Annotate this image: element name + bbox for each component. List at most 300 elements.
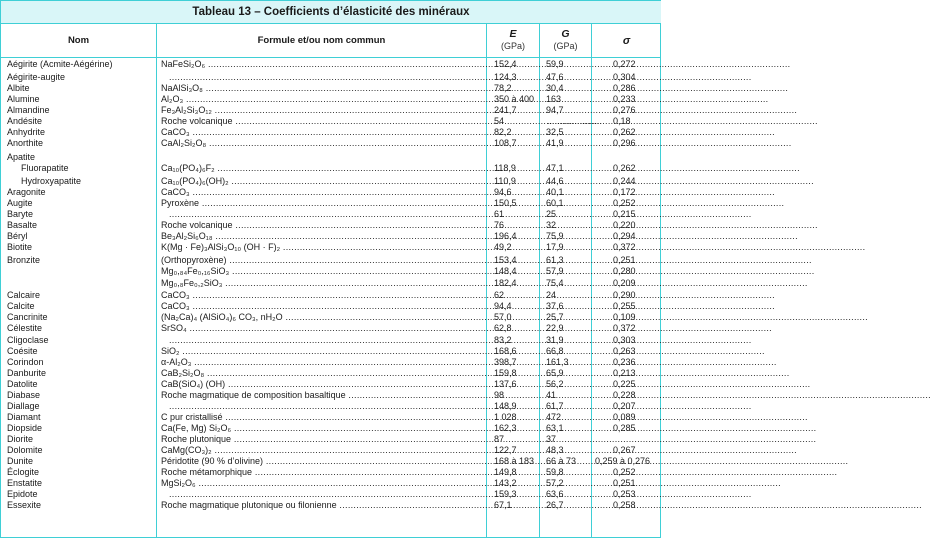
value-g: 75,9 xyxy=(546,231,564,241)
value-e: 54 xyxy=(494,116,505,126)
header-g-unit: (GPa) xyxy=(553,41,578,51)
formula xyxy=(161,346,483,356)
value-e: 124,3 xyxy=(494,72,517,82)
formula-text: (Orthopyroxène) xyxy=(161,255,227,265)
value-g: 37,6 xyxy=(546,301,564,311)
value-sigma: 0,372 xyxy=(613,323,636,333)
table-row xyxy=(1,500,661,511)
header-e-symbol: E xyxy=(509,28,517,40)
mineral-name: Essexite xyxy=(7,500,42,510)
value-g: 65,9 xyxy=(546,368,564,378)
formula-text: SrSO₄ xyxy=(161,323,187,333)
formula xyxy=(161,278,483,288)
value-g: 47,1 xyxy=(546,163,564,173)
mineral-name: Diallage xyxy=(7,401,40,411)
mineral-name: Baryte xyxy=(7,209,34,219)
table-row xyxy=(1,176,661,187)
value-e: 62,8 xyxy=(494,323,512,333)
value-sigma: 0,259 à 0,276 xyxy=(595,456,651,466)
value-e: 76 xyxy=(494,220,505,230)
value-g: 24 xyxy=(546,290,557,300)
mineral-name: Diamant xyxy=(7,412,41,422)
value-g: 94,7 xyxy=(546,105,564,115)
value-g: 61,3 xyxy=(546,255,564,265)
value-g: 59,9 xyxy=(546,59,564,69)
leader-dots xyxy=(191,357,776,367)
table-row xyxy=(1,94,661,105)
value-g: 66 à 73 xyxy=(546,456,577,466)
value-g: 57,2 xyxy=(546,478,564,488)
table-row xyxy=(1,312,661,323)
value-e: 162,3 xyxy=(494,423,517,433)
value-g: 63,6 xyxy=(546,489,564,499)
value-sigma: 0,276 xyxy=(613,105,636,115)
value-sigma: 0,252 xyxy=(613,467,636,477)
formula-text: (Na₂Ca)₄ (AlSiO₄)₆ CO₃, nH₂O xyxy=(161,312,283,322)
formula xyxy=(161,127,483,137)
header-sigma-symbol: σ xyxy=(622,35,631,47)
formula xyxy=(161,445,483,455)
formula xyxy=(161,312,483,322)
value-e: 148,4 xyxy=(494,266,517,276)
leader-dots xyxy=(229,176,814,186)
value-g: 59,8 xyxy=(546,467,564,477)
value-g: 41 xyxy=(546,390,557,400)
value-sigma: 0,303 xyxy=(613,335,636,345)
value-sigma: 0,233 xyxy=(613,94,636,104)
value-e: 122,7 xyxy=(494,445,517,455)
table-row xyxy=(1,116,661,127)
value-e: 168 à 183 xyxy=(494,456,535,466)
value-e: 78,2 xyxy=(494,83,512,93)
table-row xyxy=(1,390,661,401)
table-row xyxy=(1,434,661,445)
leader-dots xyxy=(199,198,784,208)
value-g: 37 xyxy=(546,434,557,444)
value-g: 48,3 xyxy=(546,445,564,455)
mineral-name: Anorthite xyxy=(7,138,44,148)
leader-dots xyxy=(229,266,814,276)
mineral-name: Albite xyxy=(7,83,30,93)
value-e: 49,2 xyxy=(494,242,512,252)
leader-dots xyxy=(190,127,775,137)
value-g: 60,1 xyxy=(546,198,564,208)
value-e: 196,4 xyxy=(494,231,517,241)
mineral-name: Andésite xyxy=(7,116,43,126)
value-sigma: 0,280 xyxy=(613,266,636,276)
formula xyxy=(161,301,483,311)
value-g: 56,2 xyxy=(546,379,564,389)
value-e: 118,9 xyxy=(494,163,516,173)
leader-dots xyxy=(231,423,816,433)
mineral-name: Dunite xyxy=(7,456,34,466)
value-g: 47,6 xyxy=(546,72,564,82)
value-sigma: 0,290 xyxy=(613,290,636,300)
formula xyxy=(161,242,483,252)
formula xyxy=(161,390,483,400)
table-row xyxy=(1,489,661,500)
header-g-symbol: G xyxy=(561,28,570,40)
value-e: 241,7 xyxy=(494,105,517,115)
formula xyxy=(161,467,483,477)
value-e: 149,8 xyxy=(494,467,517,477)
formula-text: CaB(SiO₄) (OH) xyxy=(161,379,226,389)
formula-text: NaFeSi₂O₆ xyxy=(161,59,206,69)
table-row xyxy=(1,301,661,312)
leader-dots xyxy=(183,94,768,104)
value-e: 110,9 xyxy=(494,176,516,186)
leader-dots xyxy=(233,220,818,230)
mineral-name: Anhydrite xyxy=(7,127,46,137)
leader-dots xyxy=(252,467,837,477)
leader-dots xyxy=(190,301,775,311)
formula-text: Be₃Al₂Si₆O₁₈ xyxy=(161,231,213,241)
value-sigma: 0,109 xyxy=(613,312,636,322)
mineral-name: Célestite xyxy=(7,323,43,333)
header-formule: Formule et/ou nom commun xyxy=(157,24,486,58)
formula-text: Péridotite (90 % d’olivine) xyxy=(161,456,264,466)
value-e: 108,7 xyxy=(494,138,517,148)
mineral-name: Cancrinite xyxy=(7,312,48,322)
formula-text: NaAlSi₃O₈ xyxy=(161,83,203,93)
value-g: 41,9 xyxy=(546,138,564,148)
header-nom: Nom xyxy=(1,24,156,58)
table-row xyxy=(1,187,661,198)
mineral-name: Enstatite xyxy=(7,478,43,488)
formula-text: CaB₂Si₂O₈ xyxy=(161,368,205,378)
value-sigma: 0,244 xyxy=(613,176,636,186)
mineral-name: Calcite xyxy=(7,301,35,311)
table-row xyxy=(1,152,661,163)
value-sigma: 0,220 xyxy=(613,220,636,230)
formula-text: Roche volcanique xyxy=(161,116,233,126)
value-e: 153,4 xyxy=(494,255,517,265)
formula-text: Pyroxène xyxy=(161,198,200,208)
value-sigma: 0,286 xyxy=(613,83,636,93)
value-e: 152,4 xyxy=(494,59,517,69)
table-row xyxy=(1,105,661,116)
leader-dots xyxy=(180,346,765,356)
formula-text: Roche métamorphique xyxy=(161,467,253,477)
value-sigma: 0,251 xyxy=(613,255,636,265)
value-sigma: 0,263 xyxy=(613,346,636,356)
leader-dots: ...................... xyxy=(547,116,603,126)
table-row xyxy=(1,445,661,456)
value-sigma: 0,296 xyxy=(613,138,636,148)
mineral-name: Diabase xyxy=(7,390,41,400)
mineral-name: Bronzite xyxy=(7,255,41,265)
value-e: 94,6 xyxy=(494,187,512,197)
value-sigma: 0,089 xyxy=(613,412,636,422)
value-sigma: 0,304 xyxy=(613,72,636,82)
value-e: 137,6 xyxy=(494,379,517,389)
leader-dots xyxy=(346,390,931,400)
value-sigma: 0,372 xyxy=(613,242,636,252)
value-g: 25,7 xyxy=(546,312,564,322)
value-e: 62 xyxy=(494,290,505,300)
value-sigma: 0,18 xyxy=(613,116,631,126)
value-g: 75,4 xyxy=(546,278,564,288)
table-row xyxy=(1,242,661,255)
table-row xyxy=(1,127,661,138)
leader-dots xyxy=(227,255,812,265)
table-row xyxy=(1,72,661,83)
formula xyxy=(161,323,483,333)
value-g: 61,7 xyxy=(546,401,564,411)
table-row xyxy=(1,401,661,412)
formula xyxy=(161,434,483,444)
formula xyxy=(161,456,483,466)
table-row xyxy=(1,323,661,335)
formula xyxy=(161,379,483,389)
mineral-name: Epidote xyxy=(7,489,38,499)
value-sigma: 0,267 xyxy=(613,445,636,455)
formula-text: MgSi₂O₆ xyxy=(161,478,196,488)
formula xyxy=(161,105,483,115)
value-g: 161,3 xyxy=(546,357,569,367)
leader-dots xyxy=(225,379,810,389)
table-row xyxy=(1,456,661,467)
mineral-name: Basalte xyxy=(7,220,38,230)
formula xyxy=(161,357,483,367)
leader-dots xyxy=(196,478,781,488)
formula xyxy=(161,500,483,510)
value-e: 350 à 400 xyxy=(494,94,535,104)
formula xyxy=(161,198,483,208)
formula-text: α-Al₂O₃ xyxy=(161,357,192,367)
value-sigma: 0,253 xyxy=(613,489,636,499)
value-g: 57,9 xyxy=(546,266,564,276)
leader-dots xyxy=(161,335,752,345)
leader-dots xyxy=(161,401,752,411)
value-g: 40,1 xyxy=(546,187,564,197)
value-g: 26,7 xyxy=(546,500,564,510)
formula-text: CaAl₂Si₂O₈ xyxy=(161,138,207,148)
formula-text: Roche plutonique xyxy=(161,434,232,444)
formula-text: C pur cristallisé xyxy=(161,412,223,422)
formula xyxy=(161,290,483,300)
leader-dots xyxy=(283,312,868,322)
mineral-name: Béryl xyxy=(7,231,28,241)
table-title: Tableau 13 – Coefficients d’élasticité des minéraux xyxy=(1,1,661,24)
formula xyxy=(161,72,483,82)
formula-text: Mg₀,₈₄Fe₀,₁₆SiO₃ xyxy=(161,266,230,276)
formula xyxy=(161,412,483,422)
header-e xyxy=(487,24,539,58)
table-row xyxy=(1,83,661,94)
value-e: 57,0 xyxy=(494,312,512,322)
value-g: 32 xyxy=(546,220,557,230)
table-row xyxy=(1,255,661,266)
formula xyxy=(161,94,483,104)
formula-text: Mg₀,₈Fe₀,₂SiO₃ xyxy=(161,278,223,288)
value-sigma: 0,228 xyxy=(613,390,636,400)
leader-dots xyxy=(161,489,752,499)
formula xyxy=(161,83,483,93)
table-row xyxy=(1,357,661,368)
table-row xyxy=(1,423,661,434)
value-sigma: 0,251 xyxy=(613,478,636,488)
value-sigma: 0,258 xyxy=(613,500,636,510)
value-e: 67,1 xyxy=(494,500,512,510)
formula-text: Ca₁₀(PO₄)₆F₂ xyxy=(161,163,215,173)
table-row xyxy=(1,335,661,346)
value-g: 30,4 xyxy=(546,83,564,93)
mineral-name: Almandine xyxy=(7,105,50,115)
value-g: 31,9 xyxy=(546,335,564,345)
formula xyxy=(161,138,483,148)
mineral-name: Hydroxyapatite xyxy=(21,176,82,186)
header-sigma xyxy=(592,24,661,58)
value-e: 150,5 xyxy=(494,198,517,208)
value-sigma: 0,215 xyxy=(613,209,636,219)
formula xyxy=(161,187,483,197)
value-sigma: 0,294 xyxy=(613,231,636,241)
mineral-name: Dolomite xyxy=(7,445,43,455)
value-sigma: 0,225 xyxy=(613,379,636,389)
value-sigma: 0,209 xyxy=(613,278,636,288)
formula xyxy=(161,220,483,230)
value-e: 87 xyxy=(494,434,505,444)
leader-dots xyxy=(190,187,775,197)
formula-text: CaCO₃ xyxy=(161,301,190,311)
value-g: 32,5 xyxy=(546,127,564,137)
table-row xyxy=(1,198,661,209)
mineral-name: Calcaire xyxy=(7,290,41,300)
mineral-name: Aégirite-augite xyxy=(7,72,66,82)
formula-text: CaCO₃ xyxy=(161,290,190,300)
value-e: 94,4 xyxy=(494,301,512,311)
formula xyxy=(161,176,483,186)
value-g: 163 xyxy=(546,94,562,104)
formula-text: Roche volcanique xyxy=(161,220,233,230)
table-row xyxy=(1,138,661,152)
formula-text: Ca₁₀(PO₄)₆(OH)₂ xyxy=(161,176,229,186)
header-e-unit: (GPa) xyxy=(500,41,525,51)
table-row xyxy=(1,467,661,478)
formula-text: CaMg(CO₃)₂ xyxy=(161,445,212,455)
table-row xyxy=(1,266,661,278)
formula xyxy=(161,209,483,219)
leader-dots xyxy=(161,72,752,82)
value-sigma: 0,236 xyxy=(613,357,636,367)
value-sigma: 0,252 xyxy=(613,198,636,208)
value-sigma: 0,213 xyxy=(613,368,636,378)
formula-text: K(Mg · Fe)₃AlSi₃O₁₀ (OH · F)₂ xyxy=(161,242,281,252)
formula-text: Al₂O₃ xyxy=(161,94,184,104)
value-e: 168,6 xyxy=(494,346,517,356)
leader-dots xyxy=(233,116,818,126)
formula xyxy=(161,266,483,276)
mineral-name: Diorite xyxy=(7,434,34,444)
table-body xyxy=(1,59,661,511)
value-e: 61 xyxy=(494,209,505,219)
table-row xyxy=(1,368,661,379)
leader-dots xyxy=(280,242,865,252)
formula xyxy=(161,368,483,378)
mineral-name: Cligoclase xyxy=(7,335,49,345)
formula-text: CaCO₃ xyxy=(161,127,190,137)
value-e: 159,3 xyxy=(494,489,517,499)
value-g: 17,9 xyxy=(546,242,564,252)
formula xyxy=(161,59,483,69)
value-sigma: 0,172 xyxy=(613,187,636,197)
formula-text: Roche magmatique de composition basaltique xyxy=(161,390,346,400)
value-g: 472 xyxy=(546,412,562,422)
leader-dots xyxy=(161,209,752,219)
value-e: 1 028 xyxy=(494,412,517,422)
formula xyxy=(161,116,483,126)
mineral-name: Aégirite (Acmite-Aégérine) xyxy=(7,59,113,69)
value-e: 83,2 xyxy=(494,335,512,345)
formula xyxy=(161,423,483,433)
leader-dots xyxy=(231,434,816,444)
formula-text: CaCO₃ xyxy=(161,187,190,197)
formula xyxy=(161,163,483,173)
value-e: 82,2 xyxy=(494,127,512,137)
mineral-name: Danburite xyxy=(7,368,47,378)
value-sigma: 0,262 xyxy=(613,127,636,137)
value-sigma: 0,255 xyxy=(613,301,636,311)
mineral-name: Éclogite xyxy=(7,467,40,477)
formula-text: Ca(Fe, Mg) Si₂O₆ xyxy=(161,423,232,433)
value-g: 66,8 xyxy=(546,346,564,356)
formula xyxy=(161,478,483,488)
mineral-name: Corindon xyxy=(7,357,44,367)
value-e: 148,9 xyxy=(494,401,517,411)
mineral-name: Alumine xyxy=(7,94,40,104)
value-sigma: 0,272 xyxy=(613,59,636,69)
formula-text: SiO₂ xyxy=(161,346,180,356)
value-sigma: 0,262 xyxy=(613,163,636,173)
table-row xyxy=(1,478,661,489)
formula xyxy=(161,489,483,499)
formula xyxy=(161,231,483,241)
mineral-name: Aragonite xyxy=(7,187,46,197)
leader-dots xyxy=(187,323,772,333)
value-g: 25 xyxy=(546,209,557,219)
table-row xyxy=(1,379,661,390)
table-row xyxy=(1,412,661,423)
table-row xyxy=(1,220,661,231)
mineral-name: Biotite xyxy=(7,242,33,252)
value-e: 182,4 xyxy=(494,278,517,288)
mineral-name: Augite xyxy=(7,198,33,208)
mineral-name: Coésite xyxy=(7,346,38,356)
value-g: 22,9 xyxy=(546,323,564,333)
table-row xyxy=(1,278,661,290)
mineral-name: Apatite xyxy=(7,152,36,162)
mineral-name: Datolite xyxy=(7,379,38,389)
mineral-name: Fluorapatite xyxy=(21,163,69,173)
value-g: 63,1 xyxy=(546,423,564,433)
table-row xyxy=(1,59,661,72)
leader-dots xyxy=(190,290,775,300)
formula xyxy=(161,335,483,345)
table-row xyxy=(1,231,661,242)
value-e: 98 xyxy=(494,390,505,400)
value-sigma: 0,285 xyxy=(613,423,636,433)
formula xyxy=(161,255,483,265)
value-e: 159,8 xyxy=(494,368,517,378)
table-row xyxy=(1,209,661,220)
value-e: 143,2 xyxy=(494,478,517,488)
value-e: 398,7 xyxy=(494,357,517,367)
formula-text: Roche magmatique plutonique ou filonienne xyxy=(161,500,337,510)
value-sigma: 0,207 xyxy=(613,401,636,411)
table-row xyxy=(1,163,661,176)
table-row xyxy=(1,290,661,301)
